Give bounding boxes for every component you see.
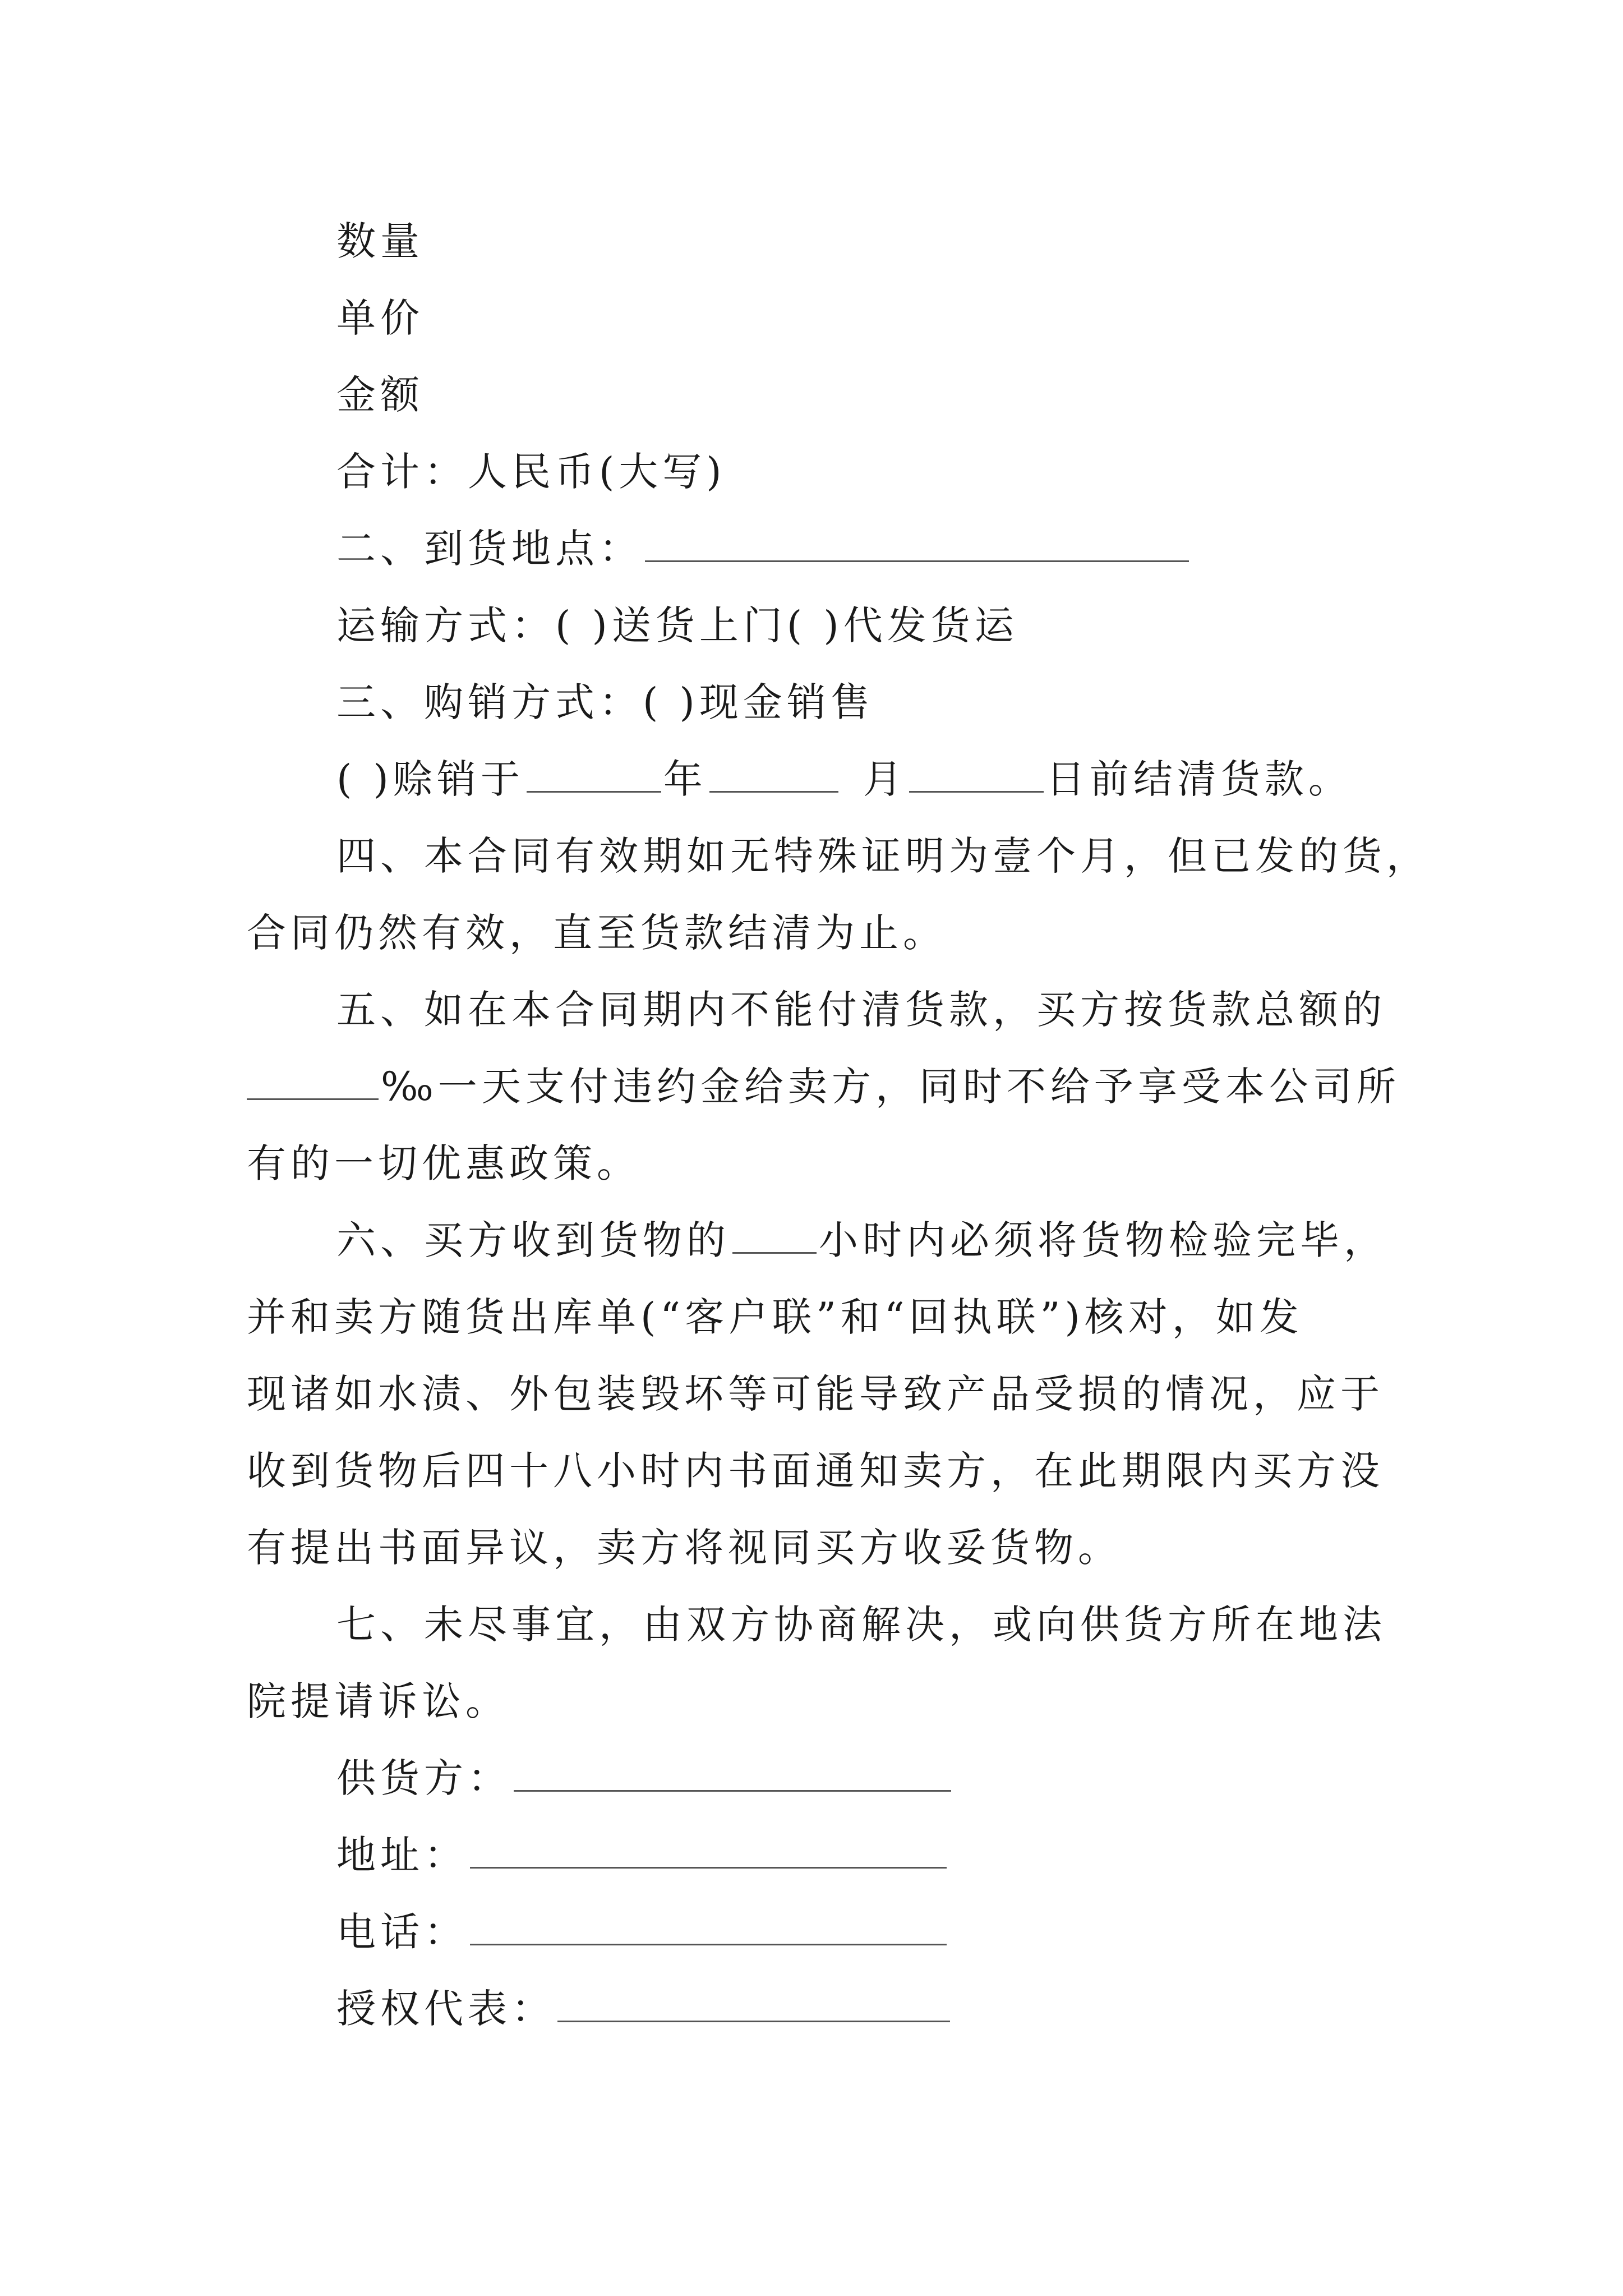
phone-label: 电话： (336, 1909, 468, 1955)
clause6-line2 (247, 1292, 1303, 1342)
clause6-line5 (247, 1522, 1122, 1573)
sales-method-line (336, 677, 874, 728)
transport-line (336, 600, 1018, 651)
clause4-text1: 四、本合同有效期如无特殊证明为壹个月，但已发的货， (336, 833, 1430, 879)
unit-price-label (336, 293, 424, 343)
supplier-line (336, 1753, 953, 1803)
phone-line (336, 1907, 949, 1957)
credit-prefix-text: ( )赊销于 (336, 756, 524, 802)
supplier-blank[interactable] (514, 1755, 951, 1792)
supplier-label: 供货方： (336, 1755, 511, 1801)
clause5-line3 (247, 1138, 640, 1189)
clause7-line1 (336, 1599, 1386, 1650)
clause4-line1 (336, 831, 1430, 881)
penalty-rate-blank[interactable] (247, 1064, 379, 1100)
total-text: 合计：人民币(大写) (336, 449, 726, 495)
delivery-place-line (336, 523, 1191, 574)
clause7-text2: 院提请诉讼。 (247, 1678, 509, 1724)
authorized-rep-line (336, 1984, 952, 2034)
address-blank[interactable] (470, 1832, 947, 1869)
sales-method-text: 三、购销方式：( )现金销售 (336, 679, 874, 725)
credit-year-blank[interactable] (527, 756, 661, 793)
clause5-text2: ‰一天支付违约金给卖方，同时不给予享受本公司所 (381, 1064, 1400, 1110)
phone-blank[interactable] (470, 1909, 947, 1945)
authorized-rep-label: 授权代表： (336, 1986, 555, 2032)
address-line (336, 1830, 949, 1880)
credit-year-text: 年 (663, 756, 707, 802)
clause5-text3: 有的一切优惠政策。 (247, 1140, 640, 1186)
delivery-place-blank[interactable] (645, 526, 1189, 562)
amount-label (336, 370, 424, 420)
clause7-text1: 七、未尽事宜，由双方协商解决，或向供货方所在地法 (336, 1602, 1386, 1648)
credit-month-blank[interactable] (709, 756, 838, 793)
clause5-text1: 五、如在本合同期内不能付清货款，买方按货款总额的 (336, 987, 1386, 1033)
clause7-line2 (247, 1676, 509, 1727)
clause5-line2 (247, 1061, 1400, 1112)
clause6-line3 (247, 1369, 1384, 1419)
clause6-line4 (247, 1446, 1384, 1496)
clause4-line2 (247, 908, 947, 958)
inspection-hours-blank[interactable] (732, 1217, 817, 1254)
credit-suffix-text: 日前结清货款。 (1045, 756, 1352, 802)
clause4-text2: 合同仍然有效，直至货款结清为止。 (247, 910, 947, 956)
unit-price-text: 单价 (336, 295, 424, 341)
clause6-line1 (336, 1215, 1387, 1266)
clause6-text2: 并和卖方随货出库单(“客户联”和“回执联”)核对，如发 (247, 1294, 1303, 1340)
credit-day-blank[interactable] (909, 756, 1044, 793)
clause6-text4: 收到货物后四十八小时内书面通知卖方，在此期限内买方没 (247, 1448, 1384, 1494)
clause6-text1-prefix: 六、买方收到货物的 (336, 1217, 730, 1263)
clause6-text5: 有提出书面异议，卖方将视同买方收妥货物。 (247, 1525, 1122, 1571)
clause6-text1-suffix: 小时内必须将货物检验完毕， (819, 1217, 1387, 1263)
clause6-text3: 现诸如水渍、外包装毁坏等可能导致产品受损的情况，应于 (247, 1371, 1384, 1417)
quantity-text: 数量 (336, 218, 424, 264)
total-line (336, 447, 726, 497)
credit-sale-line (336, 754, 1352, 804)
transport-text: 运输方式：( )送货上门( )代发货运 (336, 602, 1018, 648)
delivery-place-text: 二、到货地点： (336, 526, 643, 572)
quantity-label (336, 216, 424, 266)
address-label: 地址： (336, 1832, 468, 1878)
authorized-rep-blank[interactable] (557, 1986, 950, 2022)
amount-text: 金额 (336, 372, 424, 418)
credit-month-text: 月 (863, 756, 907, 802)
clause5-line1 (336, 984, 1386, 1035)
